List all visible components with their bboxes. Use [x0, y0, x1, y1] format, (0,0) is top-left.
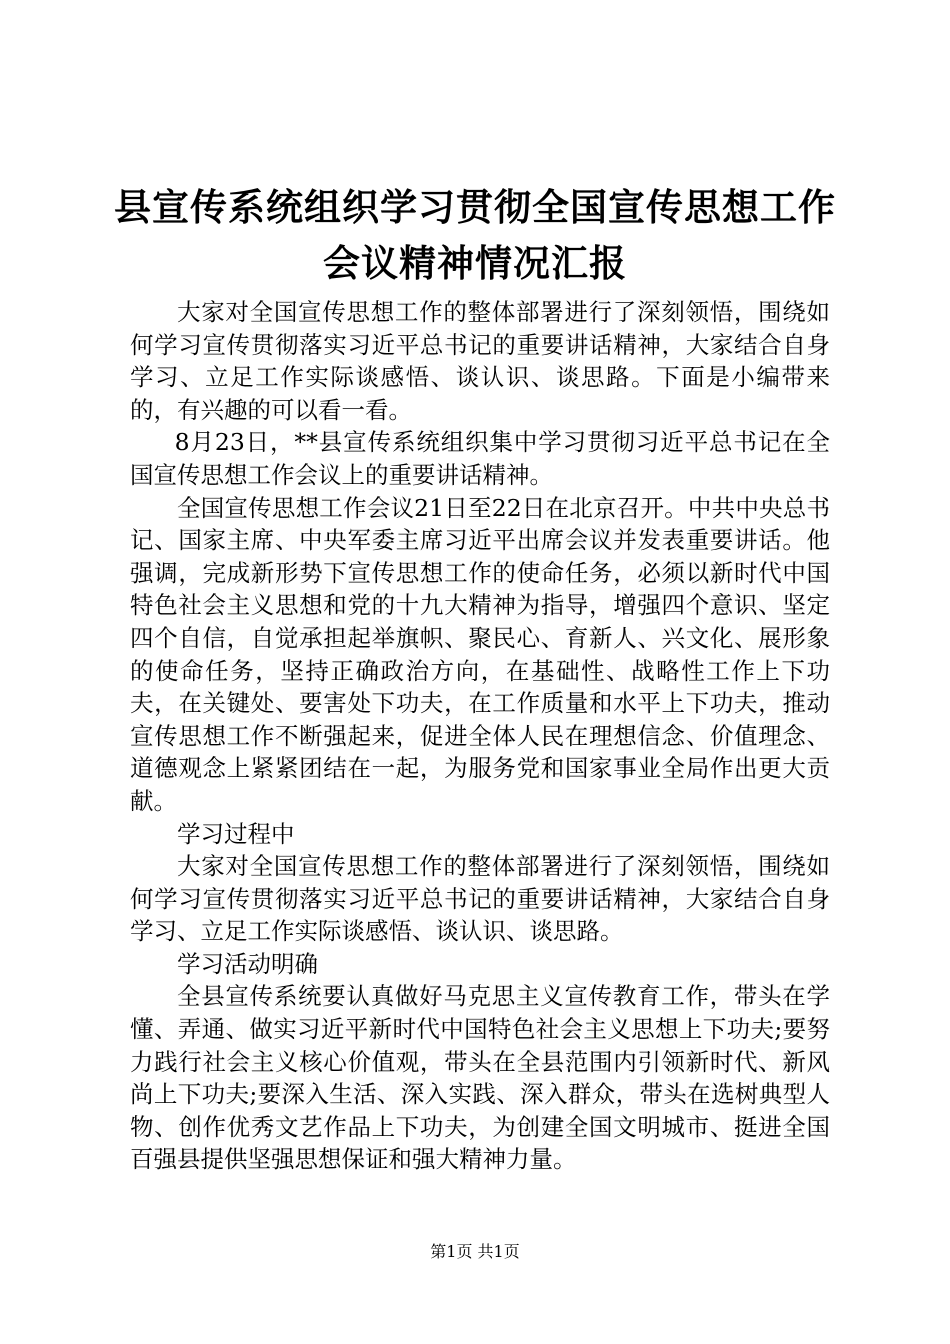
paragraph-study-process: 大家对全国宣传思想工作的整体部署进行了深刻领悟，围绕如何学习宣传贯彻落实习近平总书记的重要讲话精神，大家结合自身学习、立足工作实际谈感悟、谈认识、谈思路。	[130, 852, 830, 946]
document-body	[130, 296, 830, 1176]
paragraph-intro: 大家对全国宣传思想工作的整体部署进行了深刻领悟，围绕如何学习宣传贯彻落实习近平总书记的重要讲话精神，大家结合自身学习、立足工作实际谈感悟、谈认识、谈思路。下面是小编带来的，有兴趣的可以看一看。	[130, 298, 830, 424]
subheading-study-activity: 学习活动明确	[177, 949, 318, 978]
paragraph-date: 8月23日，**县宣传系统组织集中学习贯彻习近平总书记在全国宣传思想工作会议上的重要讲话精神。	[130, 428, 830, 489]
paragraph-conference: 全国宣传思想工作会议21日至22日在北京召开。中共中央总书记、国家主席、中央军委主席习近平出席会议并发表重要讲话。他强调，完成新形势下宣传思想工作的使命任务，必须以新时代中国特色社会主义思想和党的十九大精神为指导，增强四个意识、坚定四个自信，自觉承担起举旗帜、聚民心、育新人、兴文化、展形象的使命任务，坚持正确政治方向，在基础性、战略性工作上下功夫，在关键处、要害处下功夫，在工作质量和水平上下功夫，推动宣传思想工作不断强起来，促进全体人民在理想信念、价值理念、道德观念上紧紧团结在一起，为服务党和国家事业全局作出更大贡献。	[130, 493, 830, 815]
subheading-study-process: 学习过程中	[177, 819, 295, 848]
document-title: 县宣传系统组织学习贯彻全国宣传思想工作会议精神情况汇报	[114, 186, 836, 285]
paragraph-study-activity: 全县宣传系统要认真做好马克思主义宣传教育工作，带头在学懂、弄通、做实习近平新时代中国特色社会主义思想上下功夫;要努力践行社会主义核心价值观，带头在全县范围内引领新时代、新风尚上下功夫;要深入生活、深入实践、深入群众，带头在选树典型人物、创作优秀文艺作品上下功夫，为创建全国文明城市、挺进全国百强县提供坚强思想保证和强大精神力量。	[130, 982, 830, 1174]
page-footer: 第1页 共1页	[430, 1242, 520, 1261]
